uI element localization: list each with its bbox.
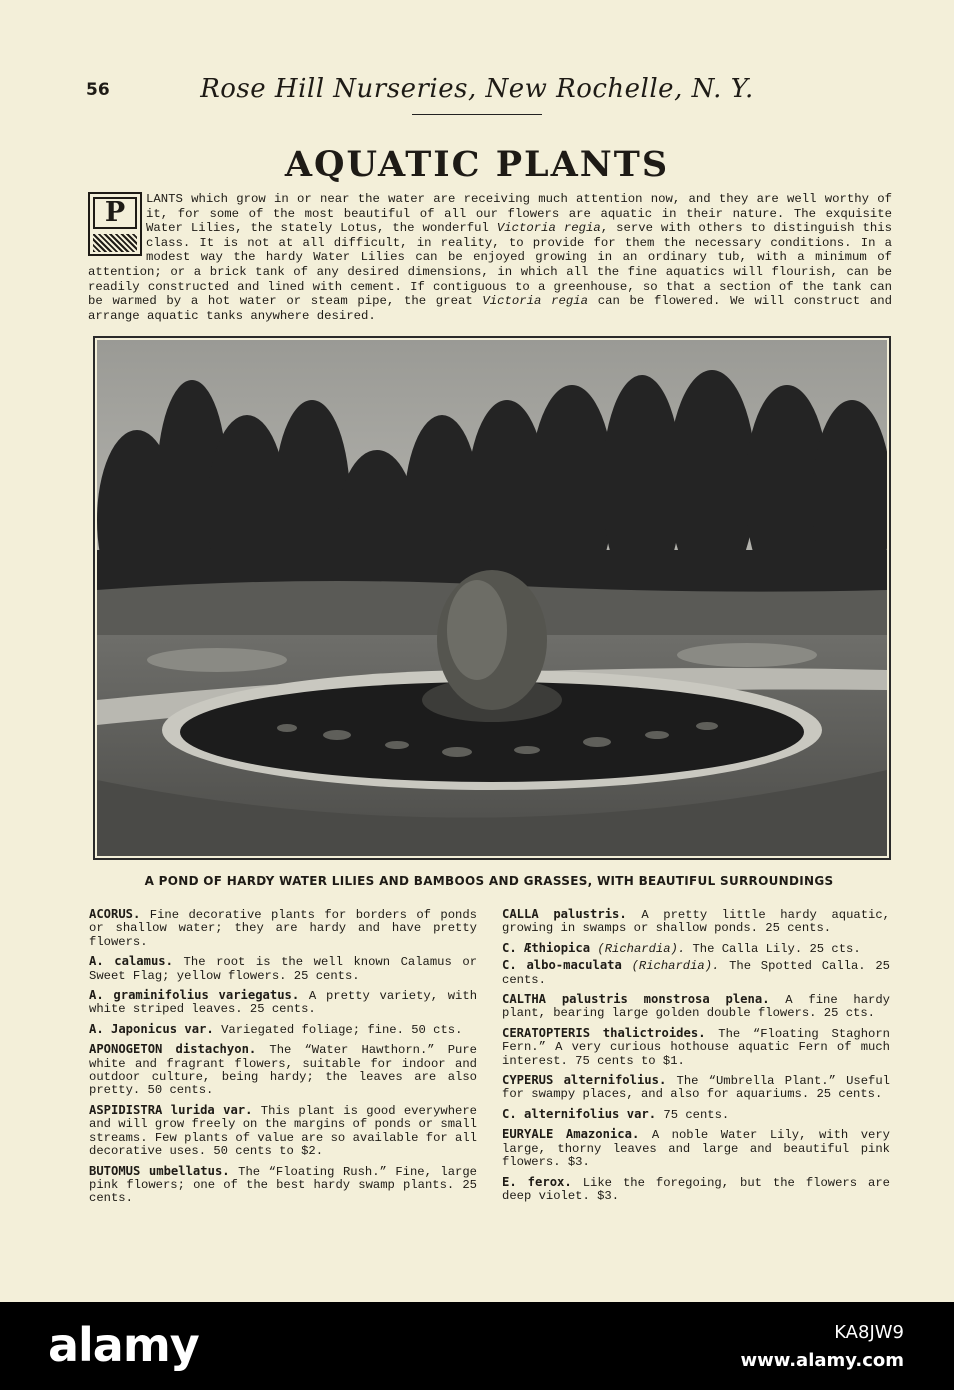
alamy-logo: alamy — [48, 1318, 199, 1372]
intro-paragraph — [88, 192, 892, 323]
plant-name: CALTHA palustris monstrosa plena. — [502, 992, 770, 1007]
catalog-entry — [502, 1128, 890, 1169]
drop-cap — [88, 192, 142, 256]
plant-description: The “Floating Rush.” Fine, large pink flowers; one of the best hardy swamp plants. 25 cents. — [89, 1164, 477, 1206]
running-head: Rose Hill Nurseries, New Rochelle, N. Y. — [200, 74, 754, 104]
plant-name: ACORUS. — [89, 907, 141, 921]
plant-name: E. ferox. — [502, 1174, 572, 1189]
plant-description: Variegated foliage; fine. 50 cts. — [213, 1022, 463, 1037]
catalog-entry — [89, 908, 477, 949]
plant-name: A. calamus. — [89, 954, 173, 969]
plant-synonym: (Richardia). — [590, 941, 686, 956]
plant-description: 75 cents. — [656, 1107, 730, 1122]
drop-cap-letter: P — [93, 197, 137, 229]
catalog-entry — [89, 1023, 477, 1037]
catalog-entry — [502, 942, 890, 956]
catalog-entry — [502, 1176, 890, 1204]
plant-description: A fine hardy plant, bearing large golden double flowers. 25 cts. — [502, 993, 890, 1021]
plant-name: APONOGETON distachyon. — [89, 1042, 257, 1057]
plant-description: A noble Water Lily, with very large, thorny leaves and large and beautiful pink flowers. $3. — [502, 1128, 890, 1170]
site-url: www.alamy.com — [740, 1350, 904, 1371]
catalog-entry — [502, 1027, 890, 1068]
plant-description: This plant is good everywhere and will grow freely on the margins of ponds or small streams. Few plants of value are so available for all decorative uses. 50 cents to $2. — [89, 1103, 477, 1159]
catalog-entry — [502, 1074, 890, 1102]
plant-name: BUTOMUS umbellatus. — [89, 1163, 230, 1178]
plant-name: A. Japonicus var. — [89, 1021, 214, 1036]
catalog-entry — [89, 1104, 477, 1159]
plant-synonym: (Richardia). — [621, 959, 720, 974]
plant-description: A pretty little hardy aquatic, growing in swamps or shallow ponds. 25 cents. — [502, 908, 890, 936]
plant-name: CERATOPTERIS thalictroides. — [502, 1025, 706, 1040]
catalog-entry — [89, 989, 477, 1017]
plant-description: A pretty variety, with white striped leaves. 25 cents. — [89, 989, 478, 1017]
plant-description: Like the foregoing, but the flowers are deep violet. $3. — [502, 1175, 890, 1203]
drop-cap-ornament — [93, 234, 137, 252]
image-id: KA8JW9 — [834, 1322, 904, 1343]
page-title: AQUATIC PLANTS — [284, 144, 670, 185]
catalog-entry — [89, 1043, 477, 1098]
intro-text-b: , serve with others to distinguish this class. It is not at all difficult, in reality, to provide for them the necessary conditions. In a modest way the hardy Water Lilies can be enjoyed growing in an ordinary tub, with a minimum of attention; or a brick tank of any desired dimensions, in which all the fine aquatics will flourish, can be readily constructed and lined with cement. If contiguous to a greenhouse, so that a section of the tank can be warmed by a hot water or steam pipe, the great — [88, 221, 892, 309]
plant-name: C. Æthiopica — [502, 940, 591, 955]
catalog-column-left — [89, 908, 477, 1212]
intro-text-a: LANTS which grow in or near the water are receiving much attention now, and they are well worthy of it, for some of the most beautiful of all our flowers are aquatic in their nature. The exquisite Water Lilies, the stately Lotus, the wonderful — [146, 192, 892, 236]
catalog-entry — [502, 993, 890, 1021]
plant-name: CALLA palustris. — [502, 907, 627, 921]
catalog-entry — [502, 908, 890, 936]
plant-description: The “Water Hawthorn.” Pure white and fragrant flowers, suitable for indoor and outdoor culture, being hardy; the leaves are also pretty. 50 cents. — [89, 1043, 477, 1098]
catalog-column-right — [502, 908, 890, 1209]
intro-italic-a: Victoria regia — [496, 221, 601, 236]
pond-photograph — [97, 340, 887, 856]
photo-caption: A POND OF HARDY WATER LILIES AND BAMBOOS AND GRASSES, WITH BEAUTIFUL SURROUNDINGS — [144, 874, 834, 888]
catalog-entry — [502, 959, 890, 987]
plant-name: EURYALE Amazonica. — [502, 1127, 640, 1142]
header-rule — [412, 114, 542, 115]
page-number: 56 — [86, 80, 110, 100]
plant-description: Fine decorative plants for borders of ponds or shallow water; they are hardy and have pretty flowers. — [89, 908, 477, 949]
plant-description: The “Floating Staghorn Fern.” A very curious hothouse aquatic Fern of much interest. 75 cents to $1. — [502, 1026, 890, 1068]
plant-description: The root is the well known Calamus or Sweet Flag; yellow flowers. 25 cents. — [89, 955, 478, 983]
plant-description: The “Umbrella Plant.” Useful for swampy places, and also for aquariums. 25 cents. — [502, 1074, 890, 1102]
plant-description: The Spotted Calla. 25 cents. — [502, 959, 891, 987]
plant-name: A. graminifolius variegatus. — [89, 988, 300, 1003]
plant-name: C. alternifolius var. — [502, 1106, 657, 1121]
plant-name: ASPIDISTRA lurida var. — [89, 1102, 253, 1117]
catalog-entry — [502, 1108, 890, 1122]
plant-name: CYPERUS alternifolius. — [502, 1073, 667, 1088]
pond-photo-frame — [93, 336, 891, 860]
catalog-entry — [89, 1165, 477, 1206]
intro-italic-b: Victoria regia — [482, 294, 589, 309]
catalog-entry — [89, 955, 477, 983]
plant-description: The Calla Lily. 25 cts. — [685, 941, 861, 956]
plant-name: C. albo-maculata — [502, 958, 622, 973]
intro-text-c: can be flowered. We will construct and arrange aquatic tanks anywhere desired. — [88, 294, 893, 323]
